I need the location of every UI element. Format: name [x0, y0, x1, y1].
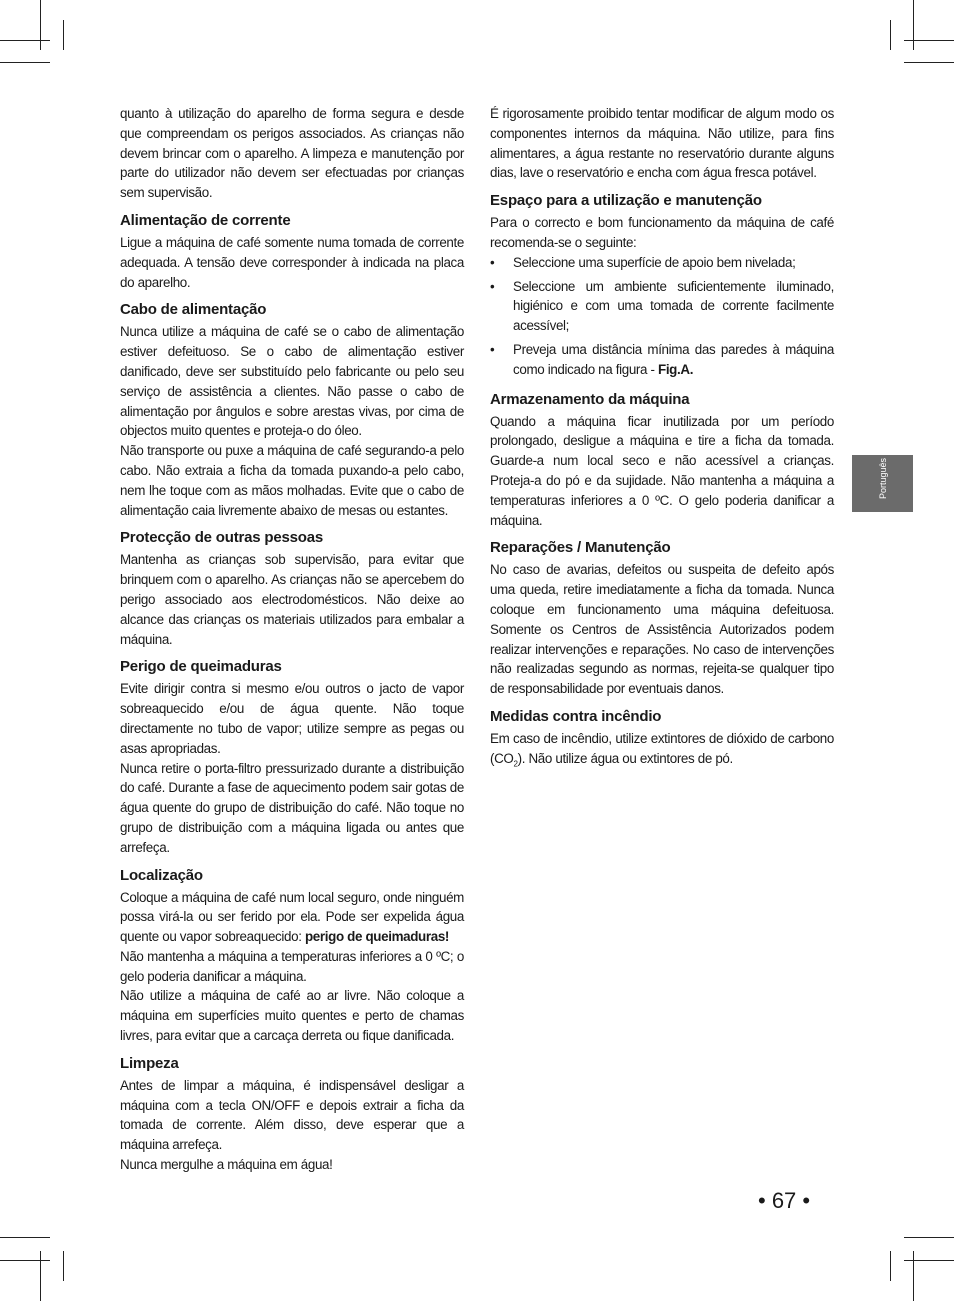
figure-reference: Fig.A. — [657, 361, 694, 377]
paragraph: Quando a máquina ficar inutilizada por um período prolongado, desligue a máquina e tire a ficha da tomada. Guarde-a num local seco e não acessível a crianças. Proteja-a do pó e da sujidade. Não mantenha a máquina a temperaturas inferiores a 0 ºC. O gelo poderia danificar a máquina. — [490, 413, 834, 528]
list-item — [490, 340, 834, 380]
page-number: • 67 • — [758, 1188, 811, 1213]
paragraph: Não transporte ou puxe a máquina de café segurando-a pelo cabo. Não extraia a ficha da tomada puxando-a pelo cabo, nem lhe toque com as mãos molhadas. Evite que o cabo de alimentação caia livremente abaixo de mesas ou estantes. — [120, 443, 464, 518]
crop-mark — [904, 1237, 954, 1238]
paragraph: Nunca mergulhe a máquina em água! — [120, 1157, 333, 1173]
list-item — [490, 277, 834, 336]
warning-text: perigo de queimaduras! — [304, 929, 450, 945]
paragraph: Não mantenha a máquina a temperaturas inferiores a 0 ºC; o gelo poderia danificar a máquina. — [120, 948, 464, 984]
crop-mark — [913, 0, 914, 50]
paragraph — [490, 729, 834, 774]
language-tab — [852, 455, 913, 512]
bullet: • — [490, 278, 495, 294]
section-power-supply — [120, 211, 464, 292]
section-use-space — [490, 191, 834, 379]
section-cleaning — [120, 1054, 464, 1175]
paragraph: Para o correcto e bom funcionamento da máquina de café recomenda-se o seguinte: — [490, 215, 834, 250]
section-location — [120, 866, 464, 1046]
section-heading: Cabo de alimentação — [120, 301, 267, 319]
section-storage — [490, 390, 834, 531]
list-item-text: Preveja uma distância mínima das paredes à máquina como indicado na figura - — [513, 341, 834, 377]
paragraph: Evite dirigir contra si mesmo e/ou outros o jacto de vapor sobreaquecido e/ou de água quente. Não toque directamente no tubo de vapor; utilize sempre as pegas ou asas apropriadas. — [120, 681, 464, 756]
crop-mark — [0, 40, 50, 41]
section-heading: Reparações / Manutenção — [490, 539, 671, 557]
paragraph: Antes de limpar a máquina, é indispensável desligar a máquina com a tecla ON/OFF e depois extrair a ficha da tomada de corrente. Além disso, deve esperar que a máquina arrefeça. — [120, 1077, 464, 1153]
list-item — [490, 253, 834, 273]
paragraph: Nunca utilize a máquina de café se o cabo de alimentação estiver defeituoso. Se o cabo de alimentação estiver danificado, deve ser substituído pelo fabricante ou pelo seu serviço de assistência a clientes. Não passe o cabo de alimentação por ângulos e sobre arestas vivas, por cima de objectos muito quentes e proteja-o do óleo. — [120, 324, 464, 439]
crop-mark — [904, 1260, 954, 1261]
paragraph: No caso de avarias, defeitos ou suspeita de defeito após uma queda, retire imediatamente a ficha da tomada. Nunca coloque em funcionamento uma máquina defeituosa. Somente os Centros de Assistência Autorizados podem realizar intervenções e reparações. No caso de intervenções não realizadas segundo as normas, rejeita-se qualquer tipo de responsabilidade por eventuais danos. — [490, 562, 834, 697]
bullet: • — [490, 341, 495, 357]
paragraph: Não utilize a máquina de café ao ar livre. Não coloque a máquina em superfícies muito quentes e perto de chamas livres, para evitar que a carcaça derreta ou fique danificada. — [120, 988, 464, 1044]
crop-mark — [890, 20, 891, 50]
crop-mark — [40, 1251, 41, 1301]
section-burn-danger — [120, 657, 464, 857]
section-heading: Localização — [120, 866, 203, 884]
crop-mark — [0, 62, 50, 63]
text: Coloque a máquina de café num local seguro, onde ninguém possa virá-la ou ser ferido por ela. Pode ser expelida água quente ou vapor sobreaquecido: — [120, 889, 464, 945]
list-item-text: Seleccione um ambiente suficientemente iluminado, higiénico e com uma tomada de corrente facilmente acessível; — [513, 278, 834, 334]
section-heading: Alimentação de corrente — [120, 211, 291, 229]
section-heading: Protecção de outras pessoas — [120, 529, 324, 547]
intro-paragraph: quanto à utilização do aparelho de forma segura e desde que compreendam os perigos associados. As crianças não devem brincar com o aparelho. A limpeza e manutenção por parte do utilizador não devem ser efectuadas por crianças sem supervisão. — [120, 106, 464, 201]
section-heading: Espaço para a utilização e manutenção — [490, 192, 762, 210]
crop-mark — [913, 1251, 914, 1301]
text: Em caso de incêndio, utilize extintores de dióxido de carbono (CO — [490, 730, 834, 766]
bullet: • — [490, 254, 495, 270]
section-heading: Perigo de queimaduras — [120, 658, 282, 676]
subscript: 2 — [513, 759, 518, 769]
section-power-cable — [120, 300, 464, 520]
crop-mark — [63, 1251, 64, 1281]
crop-mark — [890, 1251, 891, 1281]
section-heading: Limpeza — [120, 1054, 179, 1072]
text: ). Não utilize água ou extintores de pó. — [517, 750, 733, 766]
crop-mark — [0, 1260, 50, 1261]
section-heading: Medidas contra incêndio — [490, 707, 662, 725]
crop-mark — [904, 62, 954, 63]
paragraph: Nunca retire o porta-filtro pressurizado durante a distribuição do café. Durante a fase de aquecimento podem sair gotas de água quente do grupo de distribuição do café. Não toque no grupo de distribuição com a máquina ligada ou antes que arrefeça. — [120, 760, 464, 855]
crop-mark — [904, 40, 954, 41]
section-fire — [490, 707, 834, 774]
paragraph: Mantenha as crianças sob supervisão, para evitar que brinquem com o aparelho. As crianças não se apercebem do perigo associado aos electrodomésticos. Não deixe ao alcance das crianças os materiais utilizados para embalar a máquina. — [120, 552, 464, 647]
paragraph: Ligue a máquina de café somente numa tomada de corrente adequada. A tensão deve corresponder à indicada na placa do aparelho. — [120, 234, 464, 290]
crop-mark — [40, 0, 41, 50]
language-tab-label: Português — [878, 457, 888, 500]
list-item-text: Seleccione uma superfície de apoio bem nivelada; — [513, 254, 796, 270]
bullet-list — [490, 253, 834, 380]
right-column — [490, 104, 834, 774]
crop-mark — [0, 1237, 50, 1238]
paragraph — [120, 888, 464, 947]
section-repairs — [490, 538, 834, 699]
section-protection-others — [120, 528, 464, 649]
intro-paragraph: É rigorosamente proibido tentar modificar de algum modo os componentes internos da máquina. Não utilize, para fins alimentares, a água restante no reservatório durante alguns dias, lave o reservatório e encha com água fresca potável. — [490, 106, 834, 181]
left-column — [120, 104, 464, 1175]
section-heading: Armazenamento da máquina — [490, 390, 690, 408]
crop-mark — [63, 20, 64, 50]
